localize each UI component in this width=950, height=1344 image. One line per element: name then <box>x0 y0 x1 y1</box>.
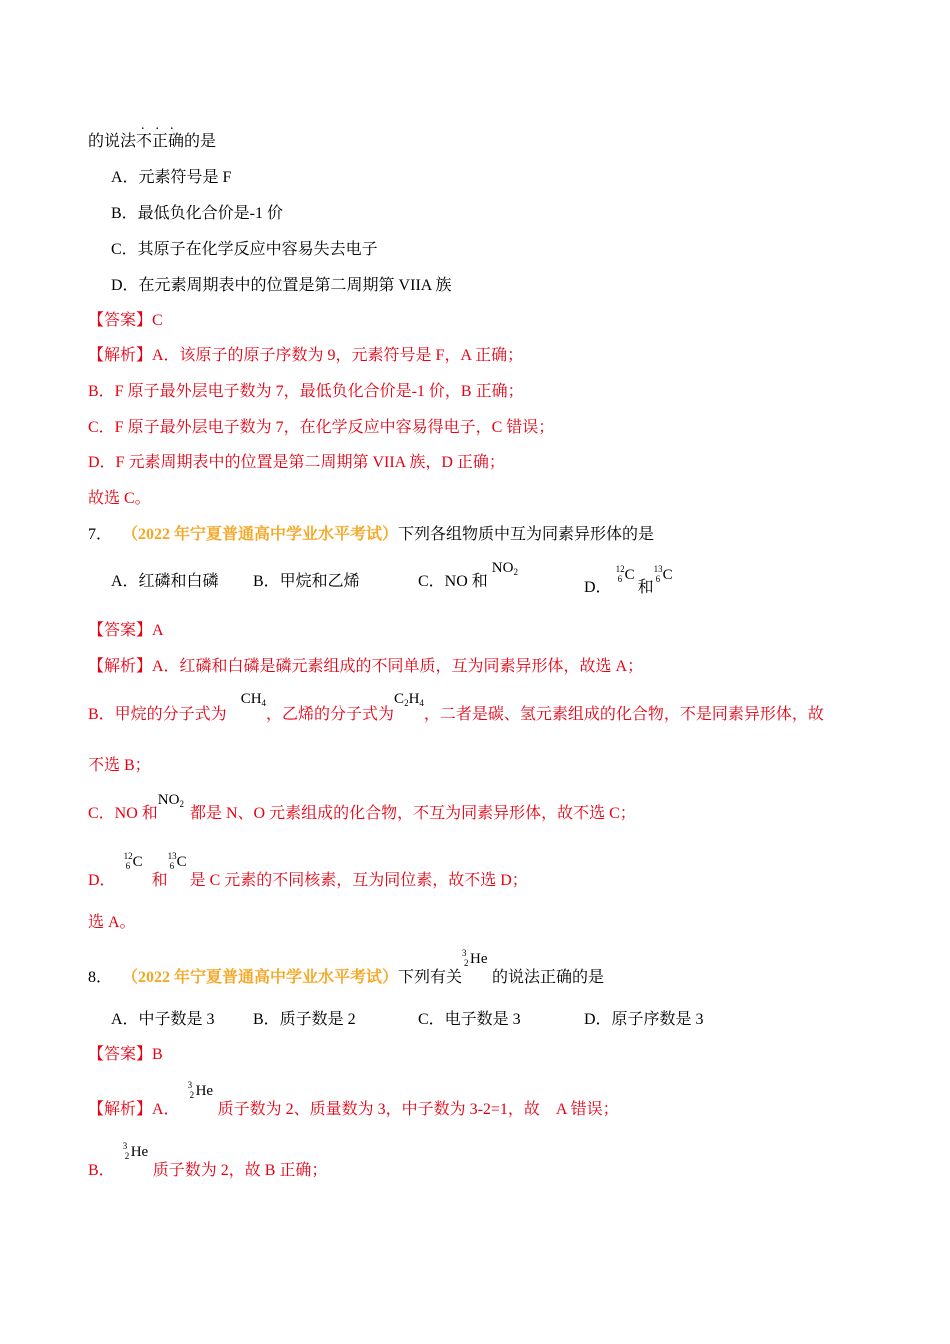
q6-option-b: B．最低负化合价是-1 价 <box>111 205 284 222</box>
q7-option-b: B．甲烷和乙烯 <box>253 573 360 590</box>
carbon-12-isotope-analysis: 12 6 C <box>123 851 143 871</box>
q8-analysis-b: B． 3 2 He 质子数为 2，故 B 正确； <box>88 1141 328 1179</box>
ch4-formula: $CH_4$ <box>240 691 267 708</box>
q7-analysis-b-cont: 不选 B； <box>88 757 151 774</box>
q7-conclusion: 选 A。 <box>88 914 136 931</box>
q8-option-b: B．质子数是 2 <box>253 1011 356 1028</box>
q7-option-d-and: 和 <box>637 579 654 596</box>
no2-formula-analysis: $NO_2$ <box>157 792 184 809</box>
q7-analysis-c: C．NO 和$NO_2$都是 N、O 元素组成的化合物，不互为同素异形体，故不选 C； <box>88 792 636 822</box>
q6-analysis-d: D．F 元素周期表中的位置是第二周期第 VIIA 族，D 正确； <box>88 454 505 471</box>
q7-analysis-a: 【解析】A．红磷和白磷是磷元素组成的不同单质，互为同素异形体，故选 A； <box>88 658 644 675</box>
helium-3-isotope: 3 2 He <box>462 948 488 968</box>
q6-stem-tail: 的说法不正确的是 <box>88 133 217 150</box>
q7-option-d <box>584 564 676 598</box>
q8-option-d: D．原子序数是 3 <box>584 1011 704 1028</box>
q7-number: 7． <box>88 526 113 543</box>
q7-option-d-prefix: D． <box>584 579 612 596</box>
carbon-12-isotope: 12 6 C <box>615 564 635 584</box>
q6-option-a: A．元素符号是 F <box>111 169 232 186</box>
q8-number: 8． <box>88 969 113 986</box>
q7-stem-text: 下列各组物质中互为同素异形体的是 <box>398 526 655 543</box>
q7-analysis-b: B．甲烷的分子式为$CH_4$，乙烯的分子式为$C_2H_4$，二者是碳、氢元素组成的化合物，不是同素异形体，故 <box>88 691 824 723</box>
q6-analysis-a: 【解析】A．该原子的原子序数为 9，元素符号是 F，A 正确； <box>88 347 524 364</box>
q8-answer: 【答案】B <box>88 1046 163 1063</box>
q7-answer: 【答案】A <box>88 622 164 639</box>
q8-source: （2022 年宁夏普通高中学业水平考试） <box>122 969 399 986</box>
carbon-13-isotope-analysis: 13 6 C <box>167 851 187 871</box>
q7-stem <box>88 525 654 545</box>
no2-formula: $NO_2$ <box>491 560 518 577</box>
q8-stem-text-a: 下列有关 <box>398 969 463 986</box>
emphasis-dots: ... <box>141 118 185 133</box>
q8-stem <box>88 948 605 988</box>
q8-option-c: C．电子数是 3 <box>418 1011 521 1028</box>
q7-source: （2022 年宁夏普通高中学业水平考试） <box>122 526 399 543</box>
q6-conclusion: 故选 C。 <box>88 490 151 507</box>
carbon-13-isotope: 13 6 C <box>653 564 673 584</box>
helium-3-isotope-analysis: 3 2 He <box>187 1080 214 1100</box>
q6-analysis-c: C．F 原子最外层电子数为 7，在化学反应中容易得电子，C 错误； <box>88 419 555 436</box>
q7-option-a: A．红磷和白磷 <box>111 573 219 590</box>
q7-option-c <box>418 560 518 596</box>
q6-option-c: C．其原子在化学反应中容易失去电子 <box>111 241 378 258</box>
helium-3-isotope-analysis-b: 3 2 He <box>122 1141 149 1161</box>
q7-option-c-prefix: C．NO 和 <box>418 573 488 590</box>
q8-option-a: A．中子数是 3 <box>111 1011 215 1028</box>
q7-analysis-d: D． 12 6 C 和 13 6 C 是 C 元素的不同核素，互为同位素，故不选 D； <box>88 851 528 889</box>
c2h4-formula: $C_2H_4$ <box>394 691 424 708</box>
q8-stem-text-b: 的说法正确的是 <box>492 969 605 986</box>
q8-analysis-a: 【解析】A． 3 2 He 质子数为 2、质量数为 3，中子数为 3-2=1，故 A 错误； <box>88 1080 619 1118</box>
q6-analysis-b: B．F 原子最外层电子数为 7，最低负化合价是-1 价，B 正确； <box>88 383 524 400</box>
q6-answer: 【答案】C <box>88 312 163 329</box>
q6-option-d: D．在元素周期表中的位置是第二周期第 VIIA 族 <box>111 277 452 294</box>
